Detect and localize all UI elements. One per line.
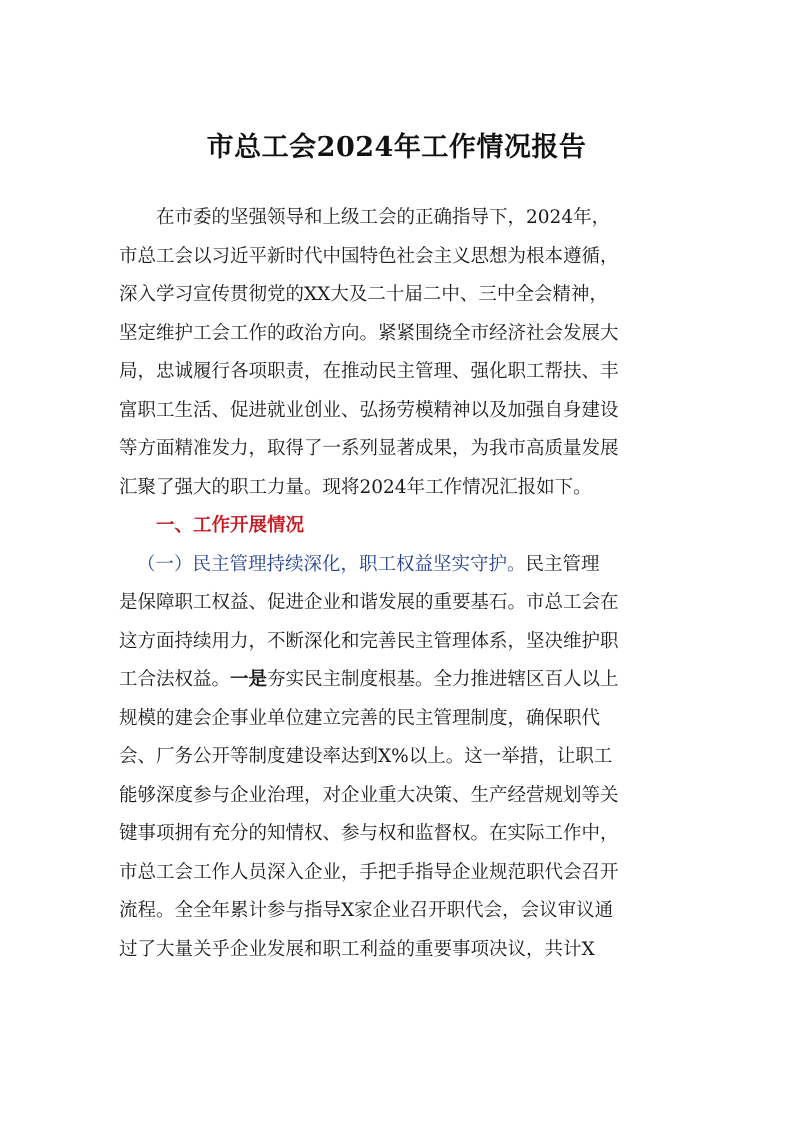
paragraph-line: 局，忠诚履行各项职责，在推动民主管理、强化职工帮扶、丰 xyxy=(119,361,619,382)
paragraph-line: 流程。全全年累计参与指导X家企业召开职代会，会议审议通 xyxy=(119,900,614,921)
paragraph-line: 坚定维护工会工作的政治方向。紧紧围绕全市经济社会发展大 xyxy=(119,322,619,344)
paragraph-line: 能够深度参与企业治理，对企业重大决策、生产经营规划等关 xyxy=(119,784,619,806)
subheading-line xyxy=(119,546,679,585)
paragraph-line xyxy=(119,661,679,700)
section-heading: 一、工作开展情况 xyxy=(156,515,305,536)
paragraph-line: 汇聚了强大的职工力量。现将2024年工作情况汇报如下。 xyxy=(119,476,592,498)
document-title: 市总工会2024年工作情况报告 xyxy=(206,132,587,163)
emphasis-label: 一是 xyxy=(230,669,268,690)
section-heading-line xyxy=(119,507,679,546)
document-body xyxy=(119,199,679,969)
paragraph-line: 在市委的坚强领导和上级工会的正确指导下，2024年， xyxy=(156,207,611,228)
text-segment: 工合法权益。 xyxy=(119,669,231,690)
paragraph-line: 富职工生活、促进就业创业、弘扬劳模精神以及加强自身建设 xyxy=(119,399,619,421)
text-segment: 夯实民主制度根基。全力推进辖区百人以上 xyxy=(267,669,619,690)
paragraph-line: 是保障职工权益、促进企业和谐发展的重要基石。市总工会在 xyxy=(119,592,619,613)
paragraph-line: 这方面持续用力，不断深化和完善民主管理体系，坚决维护职 xyxy=(119,630,619,652)
paragraph-line: 会、厂务公开等制度建设率达到X%以上。这一举措，让职工 xyxy=(119,746,613,767)
paragraph-line: 键事项拥有充分的知情权、参与权和监督权。在实际工作中， xyxy=(119,823,619,844)
paragraph-line: 等方面精准发力，取得了一系列显著成果，为我市高质量发展 xyxy=(119,438,619,459)
paragraph-line: 市总工会工作人员深入企业，手把手指导企业规范职代会召开 xyxy=(119,861,619,883)
paragraph-line: 深入学习宣传贯彻党的XX大及二十届二中、三中全会精神， xyxy=(119,284,608,305)
subheading-tail: 民主管理 xyxy=(525,553,600,575)
paragraph-line: 规模的建会企事业单位建立完善的民主管理制度，确保职代 xyxy=(119,707,601,729)
paragraph-line: 市总工会以习近平新时代中国特色社会主义思想为根本遵循， xyxy=(119,245,619,267)
subheading: （一）民主管理持续深化，职工权益坚实守护。 xyxy=(137,553,526,575)
paragraph-line: 过了大量关乎企业发展和职工利益的重要事项决议，共计X xyxy=(119,938,595,960)
